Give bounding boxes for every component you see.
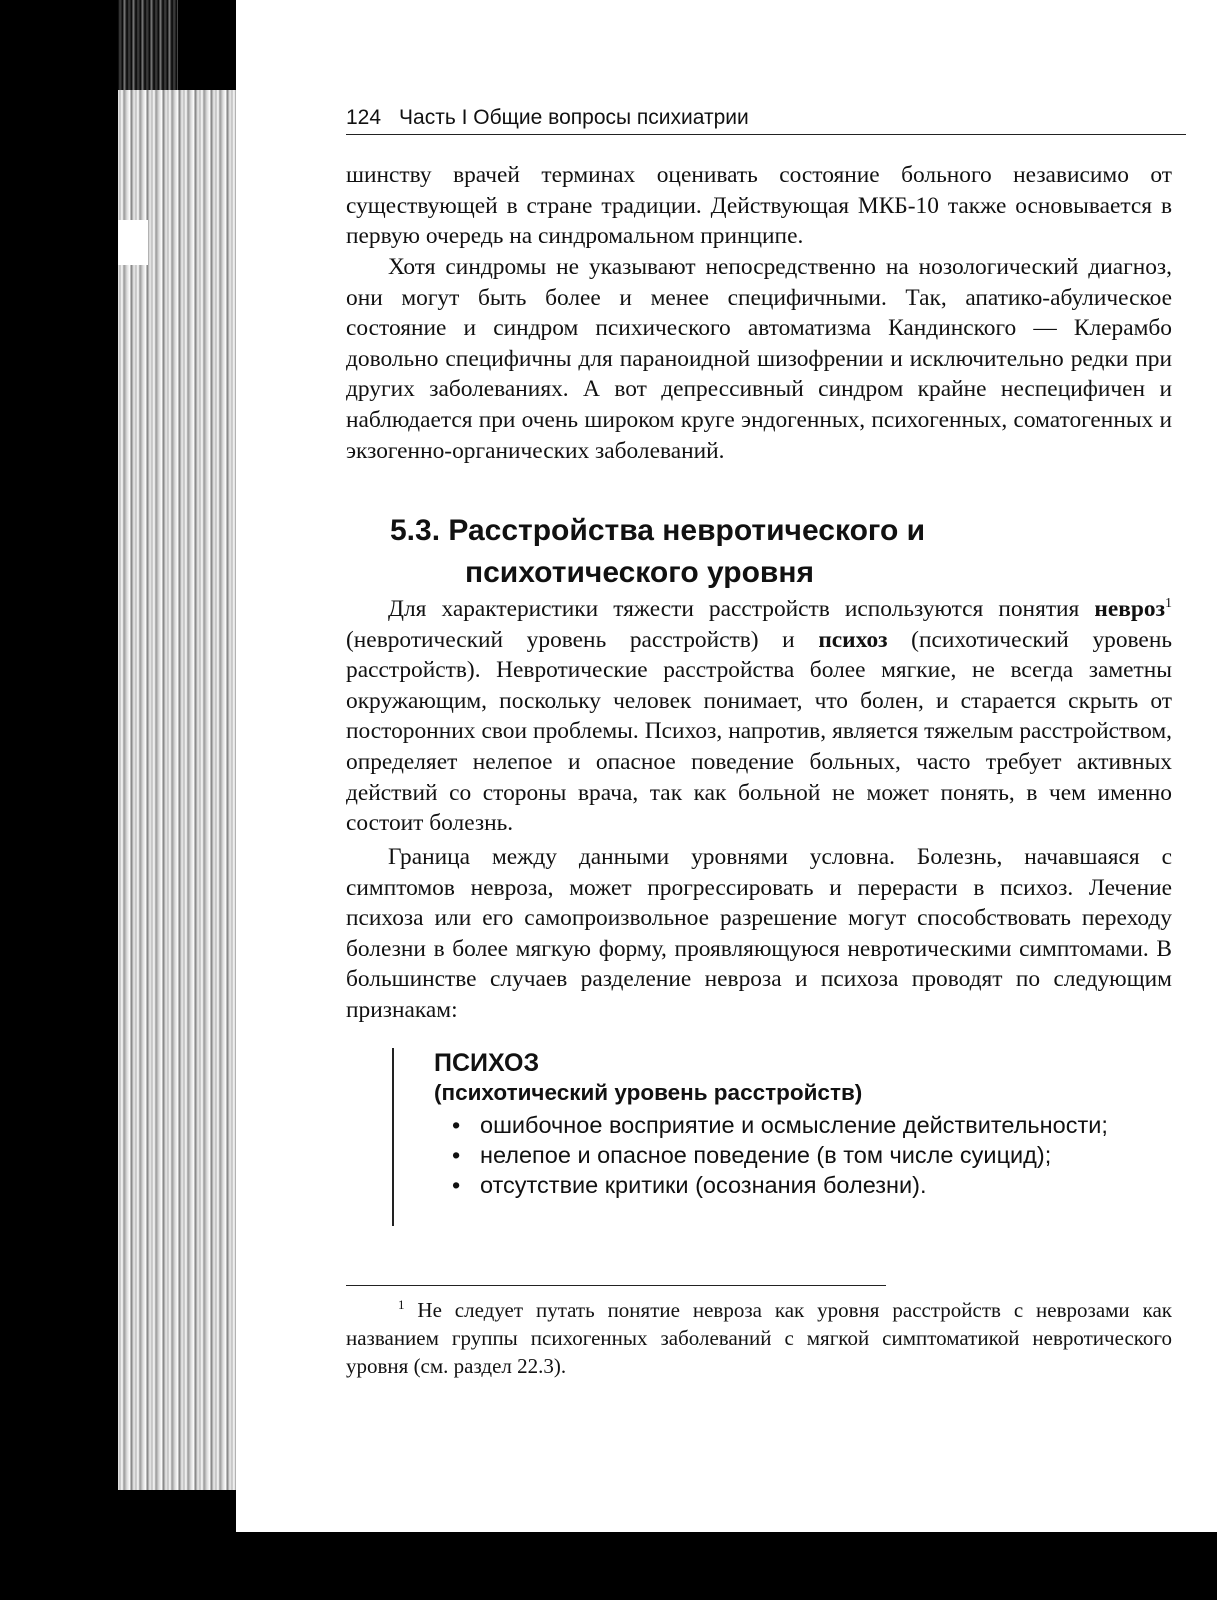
psychosis-criteria-box xyxy=(392,1048,1214,1226)
list-item-text: отсутствие критики (осознания болезни). xyxy=(480,1172,927,1198)
footnote-ref[interactable]: 1 xyxy=(1165,596,1172,612)
running-title: Часть I Общие вопросы психиатрии xyxy=(399,106,749,129)
bullet-icon: • xyxy=(452,1142,461,1168)
section-heading xyxy=(390,510,1150,594)
term-neurosis: невроз xyxy=(1094,596,1165,622)
box-title: ПСИХОЗ xyxy=(434,1049,540,1077)
bullet-icon: • xyxy=(452,1172,461,1198)
criteria-list xyxy=(434,1110,1214,1200)
paragraph-continuation xyxy=(346,160,1172,252)
list-item xyxy=(434,1170,1214,1200)
list-item xyxy=(434,1110,1214,1140)
footnote-text: Не следует путать понятие невроза как уровня расстройств с неврозами как названием группы психогенных заболеваний с мягкой симптоматикой невротического уровня (см. раздел 22.3). xyxy=(346,1298,1172,1378)
footnote-divider xyxy=(346,1285,886,1286)
list-item-text: нелепое и опасное поведение (в том числе суицид); xyxy=(480,1142,1052,1168)
section-title-line-2: психотического уровня xyxy=(465,556,814,589)
paragraph-syndromes xyxy=(346,252,1172,466)
box-subtitle: (психотический уровень расстройств) xyxy=(434,1080,863,1105)
scan-spine-gap xyxy=(118,220,148,265)
list-item xyxy=(434,1140,1214,1170)
paragraph-4: Граница между данными уровнями условна. Болезнь, начавшаяся с симптомов невроза, может прогрессировать и перерасти в психоз. Лечение психоза или его самопроизвольное разрешение могут способствовать переходу болезни в более мягкую форму, проявляющуюся невротическими симптомами. В большинстве случаев разделение невроза и психоза проводят по следующим признакам: xyxy=(346,844,1172,1023)
p3-text-mid: (невротический уровень расстройств) и xyxy=(346,626,819,653)
paragraph-1: шинству врачей терминах оценивать состояние больного независимо от существующей в стране традиции. Действующая МКБ-10 также основывается в первую очередь на синдромальном принципе. xyxy=(346,162,1172,250)
paragraph-boundary xyxy=(346,842,1172,1026)
term-psychosis: психоз xyxy=(818,626,888,653)
footnote-marker: 1 xyxy=(398,1297,405,1312)
footnote xyxy=(346,1296,1172,1380)
paragraph-3 xyxy=(346,594,1172,839)
list-item-text: ошибочное восприятие и осмысление действительности; xyxy=(480,1112,1108,1138)
running-header xyxy=(346,106,1186,135)
bullet-icon: • xyxy=(452,1112,461,1138)
scan-spine-top xyxy=(118,0,178,90)
scan-book-spine xyxy=(118,90,238,1490)
page-number: 124 xyxy=(346,106,382,129)
paragraph-2: Хотя синдромы не указывают непосредственно на нозологический диагноз, они могут быть более и менее специфичными. Так, апатико-абулическое состояние и синдром психического автоматизма Кандинского — Клерамбо довольно специфичны для параноидной шизофрении и исключительно редки при других заболеваниях. А вот депрессивный синдром крайне неспецифичен и наблюдается при очень широком круге эндогенных, психогенных, соматогенных и экзогенно-органических заболеваний. xyxy=(346,254,1172,464)
p3-text-end: (психотический уровень расстройств). Невротические расстройства более мягкие, не всегда заметны окружающим, поскольку человек понимает, что болен, и старается скрыть от посторонних свои проблемы. Психоз, напротив, является тяжелым расстройством, определяет нелепое и опасное поведение больных, часто требует активных действий со стороны врача, так как больной не может понять, в чем именно состоит болезнь. xyxy=(346,626,1173,837)
section-title-line-1: 5.3. Расстройства невротического и xyxy=(390,514,926,547)
paragraph-neurosis-psychosis xyxy=(346,594,1172,839)
p3-text-start: Для характеристики тяжести расстройств используются понятия xyxy=(388,596,1095,622)
